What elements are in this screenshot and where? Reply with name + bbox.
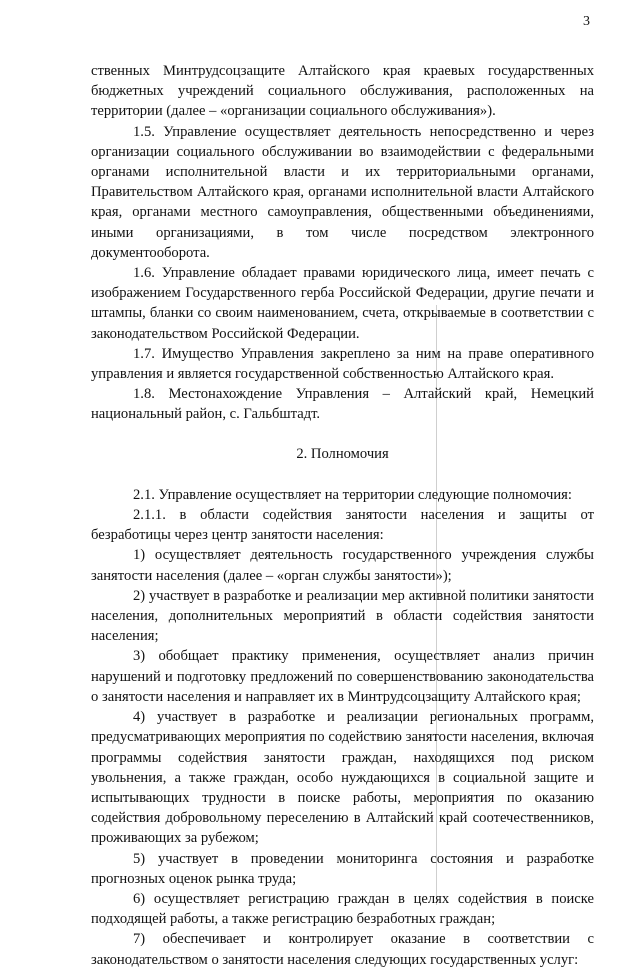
paragraph-continuation: ственных Минтрудсоцзащите Алтайского края краевых государственных бюджетных учреждений социального обслуживания, расположенных на территории (далее – «организации социального обслуживания»).	[91, 63, 594, 120]
list-item-4: 4) участвует в разработке и реализации региональных программ, предусматривающих мероприятия по содействию занятости населения, включая программы содействия занятости граждан, находящихся под риском увольнения, а также граждан, особо нуждающихся в социальной защите и испытывающих трудности в поиске работы, мероприятия по оказанию содействия добровольному переселению в Алтайский край соотечественников, проживающих за рубежом;	[91, 709, 594, 847]
list-item-2: 2) участвует в разработке и реализации мер активной политики занятости населения, дополнительных мероприятий в области содействия занятости населения;	[91, 587, 594, 645]
list-item-1: 1) осуществляет деятельность государственного учреждения службы занятости населения (далее – «орган службы занятости»);	[91, 547, 594, 584]
paragraph-1-5: 1.5. Управление осуществляет деятельность непосредственно и через организации социального обслуживании во взаимодействии с федеральными органами исполнительной власти и их территориальными органами, Правительством Алтайского края, органами исполнительной власти Алтайского края, органами местного самоуправления, общественными объединениями, иными организациями, в том числе посредством электронного документооборота.	[91, 123, 594, 261]
paragraph-1-7: 1.7. Имущество Управления закреплено за ним на праве оперативного управления и является государственной собственностью Алтайского края.	[91, 345, 594, 383]
paragraph-1-8: 1.8. Местонахождение Управления – Алтайский край, Немецкий национальный район, с. Гальбштадт.	[91, 386, 594, 423]
list-item-7: 7) обеспечивает и контролирует оказание в соответствии с законодательством о занятости населения следующих государственных услуг:	[91, 931, 594, 968]
document-body	[91, 61, 594, 970]
list-item-5: 5) участвует в проведении мониторинга состояния и разработке прогнозных оценок рынка труда;	[91, 850, 594, 887]
list-item-6: 6) осуществляет регистрацию граждан в целях содействия в поиске подходящей работы, а также регистрацию безработных граждан;	[91, 890, 594, 928]
paragraph-1-6: 1.6. Управление обладает правами юридического лица, имеет печать с изображением Государственного герба Российской Федерации, другие печати и штампы, бланки со своим наименованием, счета, открываемые в соответствии с законодательством Российской Федерации.	[91, 265, 594, 342]
paragraph-2-1: 2.1. Управление осуществляет на территории следующие полномочия:	[133, 486, 572, 503]
section-heading: 2. Полномочия	[296, 445, 389, 462]
paragraph-2-1-1: 2.1.1. в области содействия занятости населения и защиты от безработицы через центр занятости населения:	[91, 507, 594, 544]
page-number: 3	[583, 14, 590, 29]
list-item-3: 3) обобщает практику применения, осуществляет анализ причин нарушений и подготовку предложений по совершенствованию законодательства о занятости населения и направляет их в Минтрудсоцзащиту Алтайского края;	[91, 648, 594, 705]
